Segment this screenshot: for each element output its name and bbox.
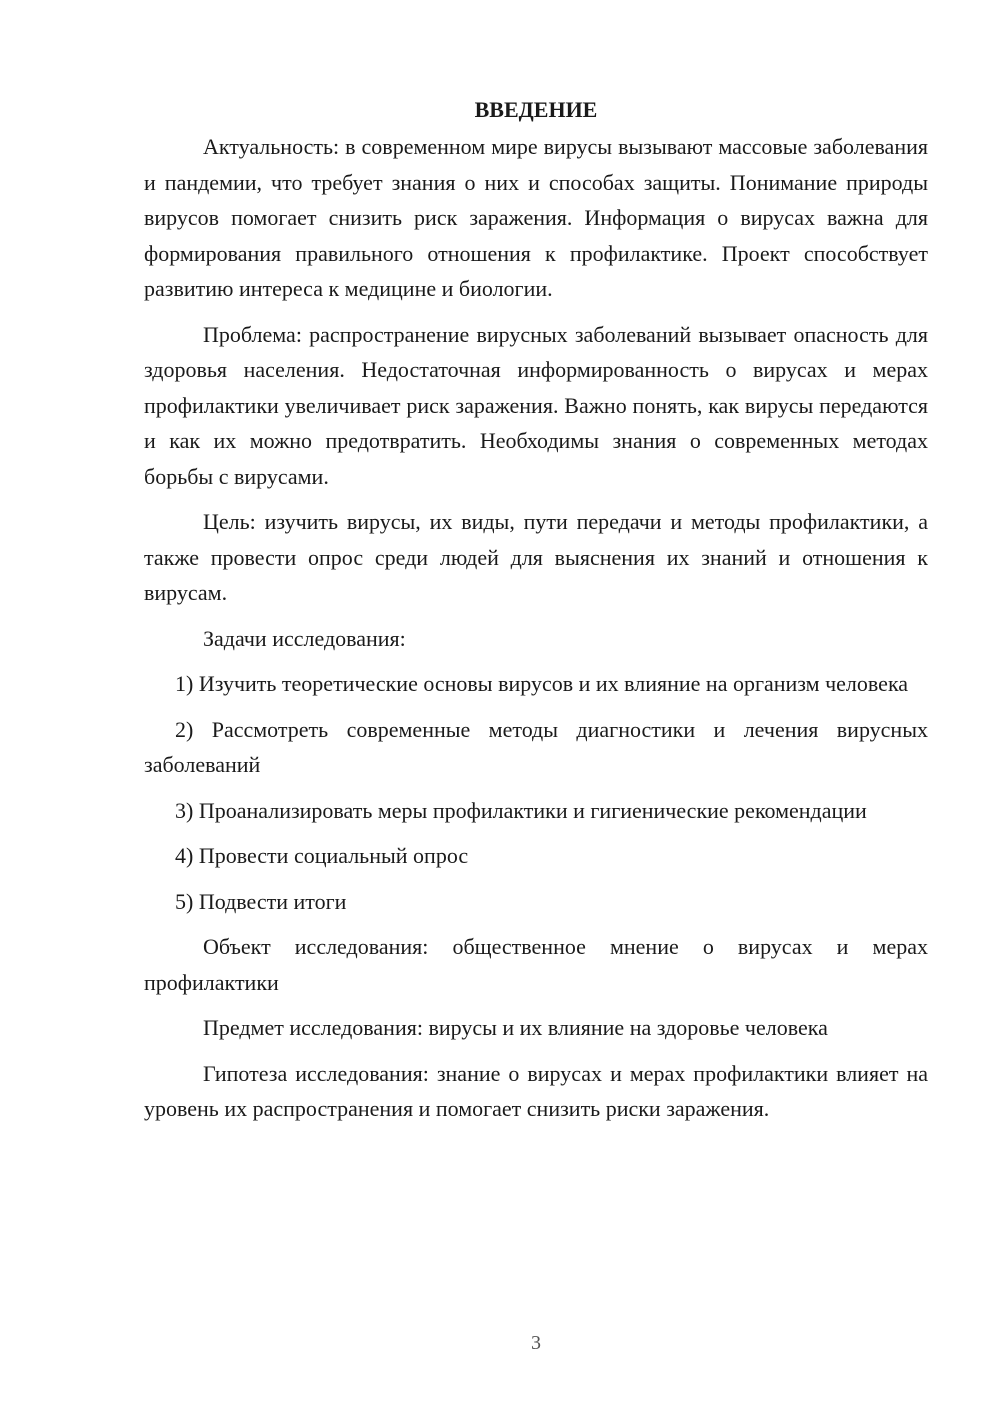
object-paragraph: Объект исследования: общественное мнение о вирусах и мерах профилактики xyxy=(144,934,928,995)
relevance-paragraph: Актуальность: в современном мире вирусы вызывают массовые заболевания и пандемии, что требует знания о них и способах защиты. Понимание природы вирусов помогает снизить риск заражения. Информация о вирусах важна для формирования правильного отношения к профилактике. Проект способствует развитию интереса к медицине и биологии. xyxy=(144,134,928,301)
subject-paragraph: Предмет исследования: вирусы и их влияние на здоровье человека xyxy=(203,1015,828,1040)
task-item-4: 4) Провести социальный опрос xyxy=(175,843,469,868)
goal-paragraph: Цель: изучить вирусы, их виды, пути передачи и методы профилактики, а также провести опрос среди людей для выяснения их знаний и отношения к вирусам. xyxy=(144,509,928,605)
page-title: ВВЕДЕНИЕ xyxy=(474,97,598,122)
tasks-heading: Задачи исследования: xyxy=(203,625,406,651)
task-item-2: 2) Рассмотреть современные методы диагностики и лечения вирусных заболеваний xyxy=(144,716,928,777)
task-item-5: 5) Подвести итоги xyxy=(175,888,347,914)
tasks-list xyxy=(144,666,928,919)
hypothesis-paragraph: Гипотеза исследования: знание о вирусах и мерах профилактики влияет на уровень их распространения и помогает снизить риски заражения. xyxy=(144,1060,928,1121)
task-item-3: 3) Проанализировать меры профилактики и гигиенические рекомендации xyxy=(175,797,867,823)
page-content xyxy=(144,92,928,1137)
page-number: 3 xyxy=(531,1332,541,1354)
problem-paragraph: Проблема: распространение вирусных заболеваний вызывает опасность для здоровья населения. Недостаточная информированность о вирусах и мерах профилактики увеличивает риск заражения. Важно понять, как вирусы передаются и как их можно предотвратить. Необходимы знания о современных методах борьбы с вирусами. xyxy=(144,321,928,489)
task-item-1: 1) Изучить теоретические основы вирусов и их влияние на организм человека xyxy=(175,671,909,696)
